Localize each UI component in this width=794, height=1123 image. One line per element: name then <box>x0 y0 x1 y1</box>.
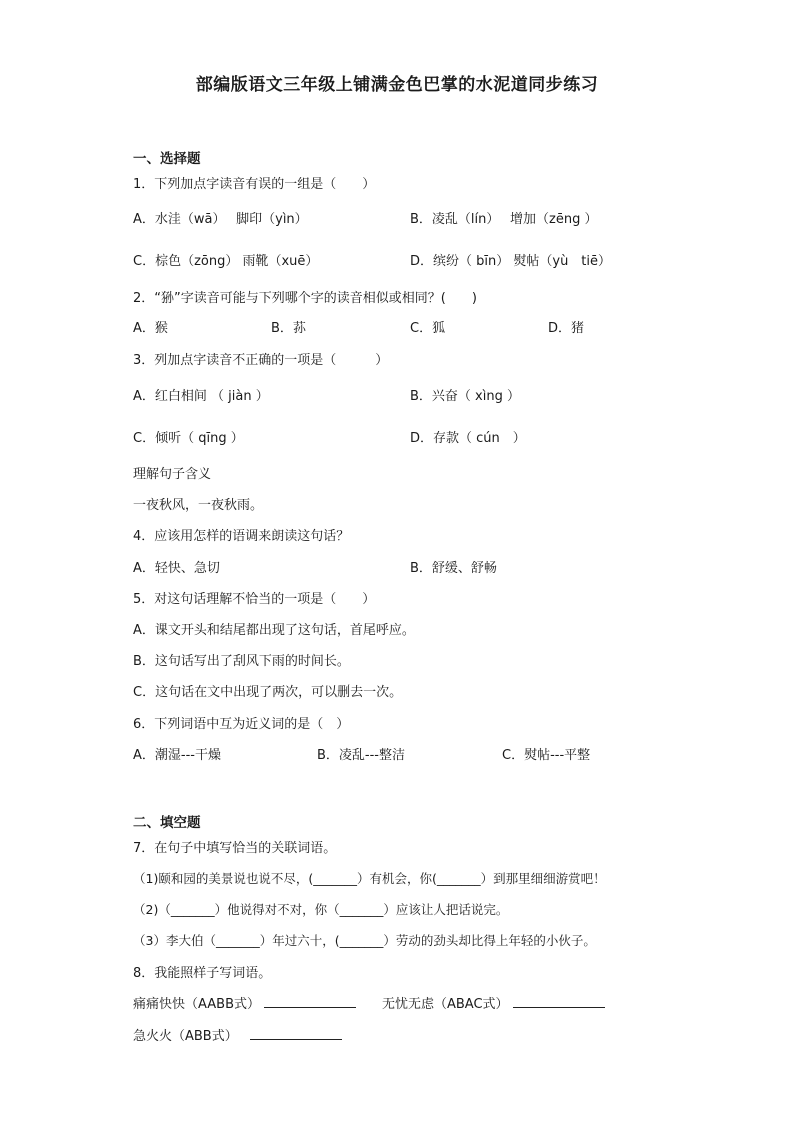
question-2-option-a: A．猴 <box>133 321 168 336</box>
question-8-example-1-label: 痛痛快快（AABB式） <box>133 997 260 1012</box>
question-8-example-2-label: 无忧无虑（ABAC式） <box>382 997 509 1012</box>
page-title: 部编版语文三年级上铺满金色巴掌的水泥道同步练习 <box>195 75 599 95</box>
question-3-option-d: D．存款（ cún ） <box>410 431 526 446</box>
question-7-line-3: （3）李大伯（_______）年过六十，(_______）劳动的劲头却比得上年轻的小伙子。 <box>133 933 596 948</box>
question-1-option-d: D．缤纷（ bīn） 熨帖（yù tiē） <box>410 254 612 269</box>
question-6-option-a: A．潮湿---干燥 <box>133 748 221 763</box>
question-3-stem: 3．列加点字读音不正确的一项是（ ） <box>133 353 389 368</box>
question-5-stem: 5．对这句话理解不恰当的一项是（ ） <box>133 592 376 607</box>
question-8-stem: 8．我能照样子写词语。 <box>133 966 272 981</box>
question-5-option-a: A．课文开头和结尾都出现了这句话，首尾呼应。 <box>133 623 415 638</box>
question-8-example-3 <box>133 1025 342 1044</box>
question-4-option-b: B．舒缓、舒畅 <box>410 561 497 576</box>
question-1-option-b: B．凌乱（lín） 增加（zēng ） <box>410 212 598 227</box>
passage-label: 理解句子含义 <box>133 467 212 482</box>
question-2-option-c: C．狐 <box>410 321 446 336</box>
question-7-stem: 7．在句子中填写恰当的关联词语。 <box>133 841 337 856</box>
question-3-option-c: C．倾听（ qīng ） <box>133 431 244 446</box>
answer-blank-2[interactable] <box>513 1007 605 1008</box>
answer-blank-1[interactable] <box>264 1007 356 1008</box>
question-2-option-d: D．猪 <box>548 321 585 336</box>
question-5-option-c: C．这句话在文中出现了两次，可以删去一次。 <box>133 685 403 700</box>
section-heading-fill: 二、填空题 <box>133 815 201 831</box>
question-3-option-a: A．红白相间 （ jiàn ） <box>133 389 269 404</box>
question-6-option-b: B．凌乱---整洁 <box>317 748 405 763</box>
question-4-stem: 4．应该用怎样的语调来朗读这句话？ <box>133 529 350 544</box>
question-7-line-2: （2)（_______）他说得对不对，你（_______）应该让人把话说完。 <box>133 902 509 917</box>
passage-text: 一夜秋风，一夜秋雨。 <box>133 498 264 513</box>
question-3-option-b: B．兴奋（ xìng ） <box>410 389 520 404</box>
question-4-option-a: A．轻快、急切 <box>133 561 220 576</box>
question-8-example-2 <box>382 993 605 1012</box>
question-2-option-b: B．荪 <box>271 321 306 336</box>
answer-blank-3[interactable] <box>250 1039 342 1040</box>
section-heading-choice: 一、选择题 <box>133 151 201 167</box>
question-1-option-a: A．水洼（wā） 脚印（yìn） <box>133 212 308 227</box>
question-7-line-1: （1)颐和园的美景说也说不尽，(_______）有机会，你(_______）到那里细细游赏吧！ <box>133 871 606 886</box>
question-6-option-c: C．熨帖---平整 <box>502 748 591 763</box>
question-1-option-c: C．棕色（zōng） 雨靴（xuē） <box>133 254 319 269</box>
question-5-option-b: B．这句话写出了刮风下雨的时间长。 <box>133 654 350 669</box>
question-8-example-1 <box>133 993 356 1012</box>
question-1-stem: 1．下列加点字读音有误的一组是（ ） <box>133 177 376 192</box>
question-2-stem: 2．“狲”字读音可能与下列哪个字的读音相似或相同？( ) <box>133 291 477 306</box>
question-6-stem: 6．下列词语中互为近义词的是（ ） <box>133 717 350 732</box>
question-8-example-3-label: 急火火（ABB式） <box>133 1029 238 1044</box>
